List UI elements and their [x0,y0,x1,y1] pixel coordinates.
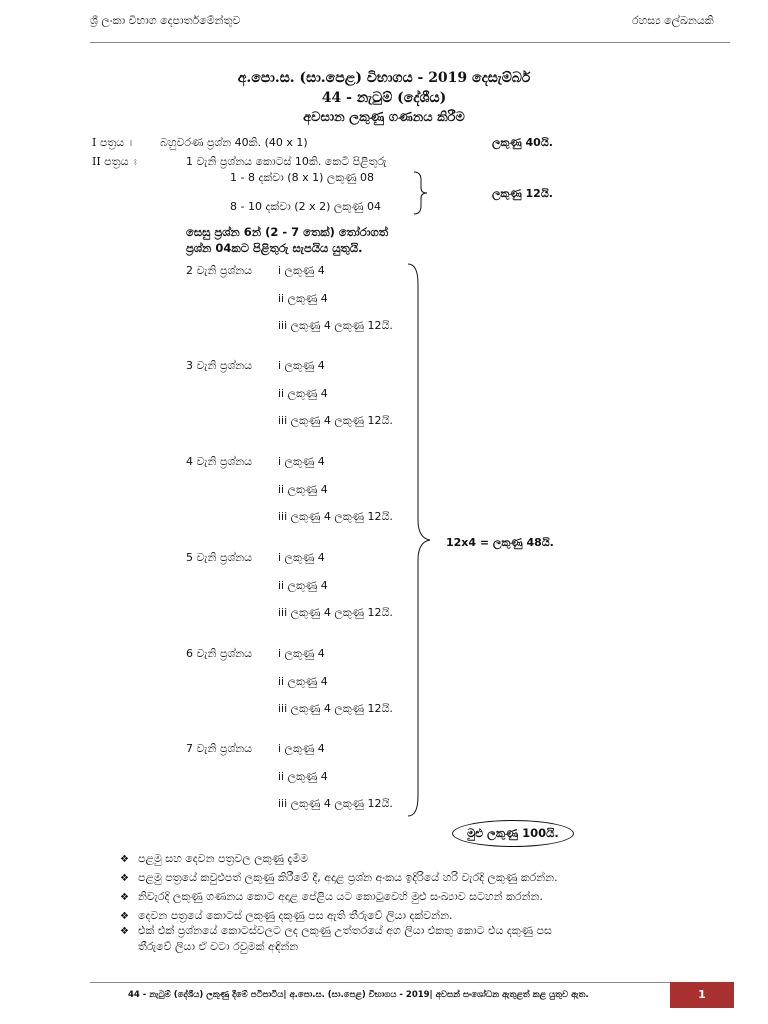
q1-brace [412,170,428,216]
q1-marks: ලකුණු 12යි. [492,187,553,200]
instruction-line1: සෙසු ප්‍රශ්න 6න් (2 - 7 තෙක්) තෝරාගත් [186,225,389,239]
paper2-label: II පත්‍රය ඃ [92,155,137,168]
q1-row1: 1 - 8 දක්වා (8 x 1) ලකුණු 08 [230,171,375,184]
sub-part-ii: ii ලකුණු 4 [278,675,328,688]
question-label: 5 වැනි ප්‍රශ්නය [186,551,253,564]
note-item-continuation: තීරුවේ ලියා ඒ වටා රවුමක් අඳින්න [138,940,299,953]
note-item: ❖ පළමු සහ දෙවන පත්‍රවල ලකුණු දැමීම [120,852,309,865]
diamond-bullet-icon: ❖ [120,892,129,903]
sub-part-ii: ii ලකුණු 4 [278,770,328,783]
diamond-bullet-icon: ❖ [120,873,129,884]
paper1-label: I පත්‍රය ඃ [92,136,133,149]
sub-part-ii: ii ලකුණු 4 [278,483,328,496]
sub-part-i: i ලකුණු 4 [278,551,325,564]
section-title: අවසාන ලකුණු ගණනය කිරීම [303,110,465,125]
q1-row2: 8 - 10 දක්වා (2 x 2) ලකුණු 04 [230,200,382,213]
exam-title: අ.පො.ස. (සා.පෙළ) විභාගය - 2019 දෙසැම්බර් [237,70,531,86]
question-label: 3 වැනි ප්‍රශ්නය [186,359,253,372]
instruction-line2: ප්‍රශ්න 04කට පිළිතුරු සැපයිය යුතුයි. [186,241,363,255]
group-marks: 12x4 = ලකුණු 48යි. [446,536,554,549]
question-label: 2 වැනි ප්‍රශ්නය [186,264,253,277]
note-item: ❖ දෙවන පත්‍රයේ කොටස් ලකුණු දකුණු පස ඇති තීරුවේ ලියා දක්වන්න. [120,909,453,922]
sub-part-i: i ලකුණු 4 [278,455,325,468]
paper1-marks: ලකුණු 40යි. [492,136,553,149]
sub-part-iii: iii ලකුණු 4 ලකුණු 12යි. [278,414,393,427]
sub-part-i: i ලකුණු 4 [278,359,325,372]
page-number: 1 [670,982,734,1008]
header-department: ශ්‍රී ලංකා විභාග දෙපාර්තමේන්තුව [90,14,241,27]
question-label: 4 වැනි ප්‍රශ්නය [186,455,253,468]
sub-part-iii: iii ලකුණු 4 ලකුණු 12යි. [278,319,393,332]
footer-rule [90,982,670,983]
sub-part-i: i ලකුණු 4 [278,647,325,660]
questions-brace [406,262,434,818]
note-item: ❖ පළමු පත්‍රයේ කවුළුපත් ලකුණු කිරීමේ දී, අදාළ ප්‍රශ්න අංකය ඉදිරියේ හරි වැරදි ලකුණු කරන්න. [120,871,558,884]
diamond-bullet-icon: ❖ [120,911,129,922]
sub-part-ii: ii ලකුණු 4 [278,579,328,592]
question-label: 6 වැනි ප්‍රශ්නය [186,647,253,660]
sub-part-ii: ii ලකුණු 4 [278,387,328,400]
sub-part-iii: iii ලකුණු 4 ලකුණු 12යි. [278,702,393,715]
q1-text: 1 වැනි ප්‍රශ්නය කොටස් 10කි. කෙටි පිළිතුරු [186,155,387,168]
note-item: ❖ නිවැරදි ලකුණු ගණනය කොට අදාළ පේළිය යට කොටුවෙහි මුළු සංඛ්‍යාව සටහන් කරන්න. [120,890,543,903]
diamond-bullet-icon: ❖ [120,854,129,865]
header-confidential: රහස්‍ය ලේඛනයකි [632,14,714,27]
diamond-bullet-icon: ❖ [120,926,129,937]
note-item: ❖ එක් එක් ප්‍රශ්නයේ කොටස්වලට ලද ලකුණු උත්තරයේ අග ලියා එකතු කොට එය දකුණු පස [120,924,552,937]
subject-title: 44 - නැටුම් (දේශීය) [321,90,447,106]
total-marks: මුළු ලකුණු 100යි. [452,820,574,847]
paper1-text: බහුවරණ ප්‍රශ්න 40කි. (40 x 1) [160,136,308,149]
sub-part-iii: iii ලකුණු 4 ලකුණු 12යි. [278,510,393,523]
sub-part-ii: ii ලකුණු 4 [278,292,328,305]
question-label: 7 වැනි ප්‍රශ්නය [186,742,253,755]
footer-text: 44 - නැටුම් (දේශීය) ලකුණු දීමේ පටිපාටිය| අ.පො.ස. (සා.පෙළ) විභාගය - 2019| අවසන් සංශෝධන ඇතුළත් කළ යුතුව ඇත. [128,990,589,1000]
sub-part-iii: iii ලකුණු 4 ලකුණු 12යි. [278,606,393,619]
sub-part-iii: iii ලකුණු 4 ලකුණු 12යි. [278,797,393,810]
sub-part-i: i ලකුණු 4 [278,742,325,755]
header-rule [90,42,730,43]
sub-part-i: i ලකුණු 4 [278,264,325,277]
